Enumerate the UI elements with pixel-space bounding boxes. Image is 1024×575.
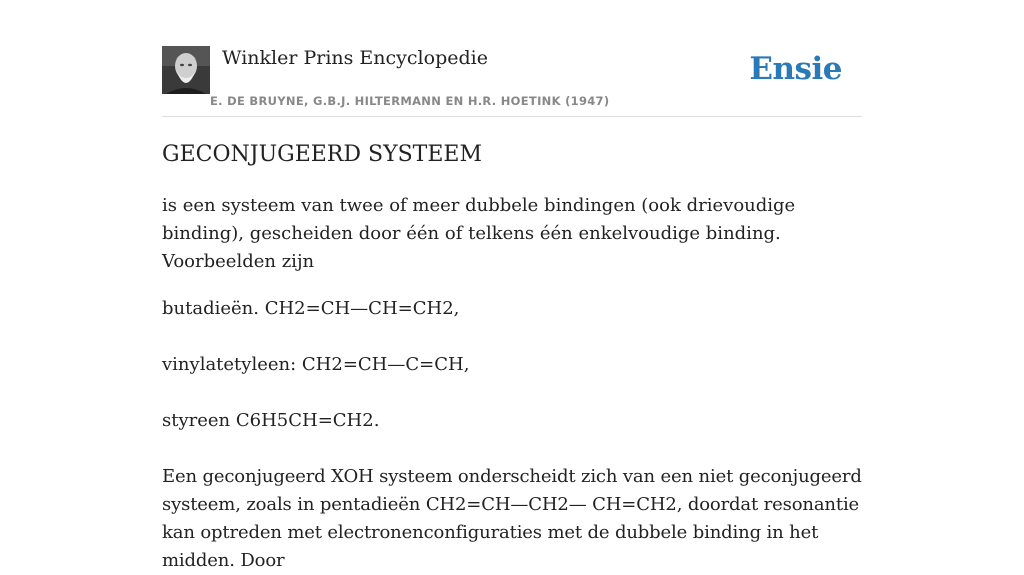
ensie-logo-link[interactable]: Ensie: [749, 51, 842, 87]
article-intro: is een systeem van twee of meer dubbele bindingen (ook drievoudige binding), gescheiden door één of telkens één enkelvoudige binding. Voorbeelden zijn: [162, 195, 796, 272]
example-line: butadieën. CH2=CH—CH=CH2,: [162, 298, 460, 319]
author-portrait-icon: [162, 46, 210, 94]
publication-title[interactable]: Winkler Prins Encyclopedie: [222, 47, 488, 69]
article-body-paragraph: Een geconjugeerd XOH systeem onderscheidt zich van een niet geconjugeerd systeem, zoals in pentadieën CH2=CH—CH2— CH=CH2, doordat resonantie kan optreden met electronenconfiguraties met de dubbele binding in het midden. Door: [162, 466, 862, 571]
article: [162, 140, 862, 575]
publication-header: [162, 40, 862, 117]
article-title: GECONJUGEERD SYSTEEM: [162, 142, 482, 167]
example-line: vinylatetyleen: CH2=CH—C=CH,: [162, 354, 470, 375]
publication-authors: E. DE BRUYNE, G.B.J. HILTERMANN EN H.R. HOETINK (1947): [210, 94, 610, 108]
example-line: styreen C6H5CH=CH2.: [162, 410, 380, 431]
author-portrait-avatar[interactable]: [162, 46, 210, 94]
